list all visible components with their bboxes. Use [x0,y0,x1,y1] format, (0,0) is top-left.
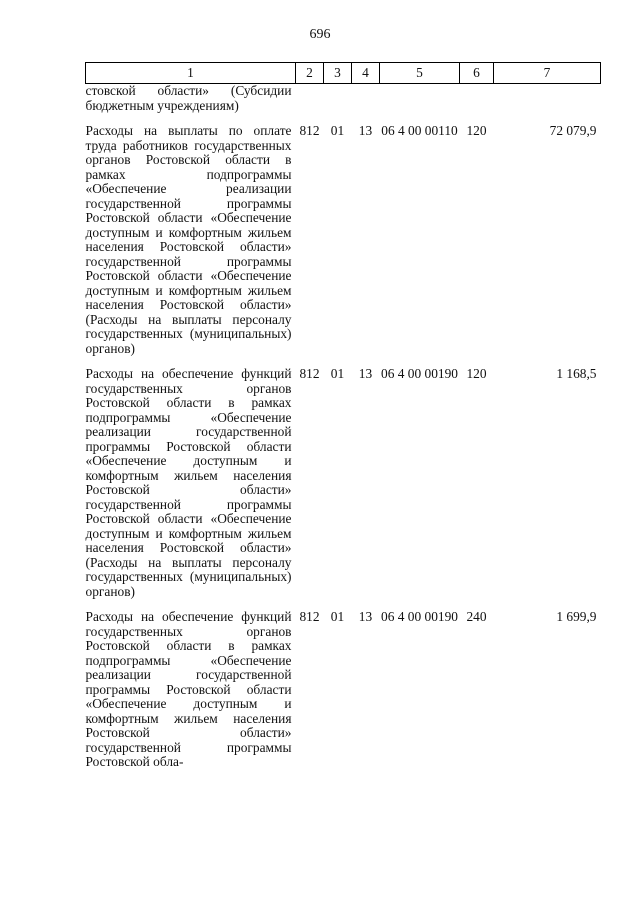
header-col-1: 1 [86,63,296,84]
page-number: 696 [309,27,331,42]
header-col-6: 6 [460,63,494,84]
row-description: Расходы на выплаты по оплате труда работников государственных органов Ростовской области в рамках подпрограммы «Обеспечение реализации государственной программы Ростовской области «Обеспечение доступным и комфортным жильем населения Ростовской области» государственной программы Ростовской области «Обеспечение доступным и комфортным жильем населения Ростовской области» (Расходы на выплаты персоналу государственных (муниципальных) органов) [85,123,292,356]
row-col-6: 240 [466,609,487,624]
row-col-6: 120 [466,366,487,381]
row-description: Расходы на обеспечение функций государственных органов Ростовской области в рамках подпрограммы «Обеспечение реализации государственной программы Ростовской области «Обеспечение доступным и комфортным жильем населения Ростовской области» государственной программы Ростовской области «Обеспечение доступным и комфортным жильем населения Ростовской области» (Расходы на выплаты персоналу государственных (муниципальных) органов) [85,366,292,599]
row-col-2: 812 [299,609,320,624]
table-row [86,124,601,367]
row-col-5: 06 4 00 00190 [381,366,458,381]
header-col-5: 5 [380,63,460,84]
row-col-7: 1 168,5 [556,366,597,381]
row-description: Расходы на обеспечение функций государственных органов Ростовской области в рамках подпрограммы «Обеспечение реализации государственной программы Ростовской области «Обеспечение доступным и комфортным жильем населения Ростовской области» государственной программы Ростовской обла- [85,609,292,769]
row-col-4: 13 [358,609,373,624]
row-col-4: 13 [358,123,373,138]
row-col-5: 06 4 00 00190 [381,609,458,624]
row-col-5: 06 4 00 00110 [381,123,458,138]
header-col-3: 3 [324,63,352,84]
header-col-7: 7 [494,63,601,84]
row-col-2: 812 [299,123,320,138]
row-col-7: 72 079,9 [549,123,597,138]
row-col-3: 01 [330,366,345,381]
row-col-3: 01 [330,123,345,138]
row-col-4: 13 [358,366,373,381]
table-row [86,610,601,781]
header-col-2: 2 [296,63,324,84]
header-row [86,63,601,84]
row-col-7: 1 699,9 [556,609,597,624]
table-row [86,367,601,610]
row-col-3: 01 [330,609,345,624]
header-col-4: 4 [352,63,380,84]
continuation-row [86,84,601,125]
row-col-2: 812 [299,366,320,381]
row-col-6: 120 [466,123,487,138]
continuation-text: стовской области» (Субсидии бюджетным учреждениям) [85,83,292,113]
budget-table [85,62,601,781]
